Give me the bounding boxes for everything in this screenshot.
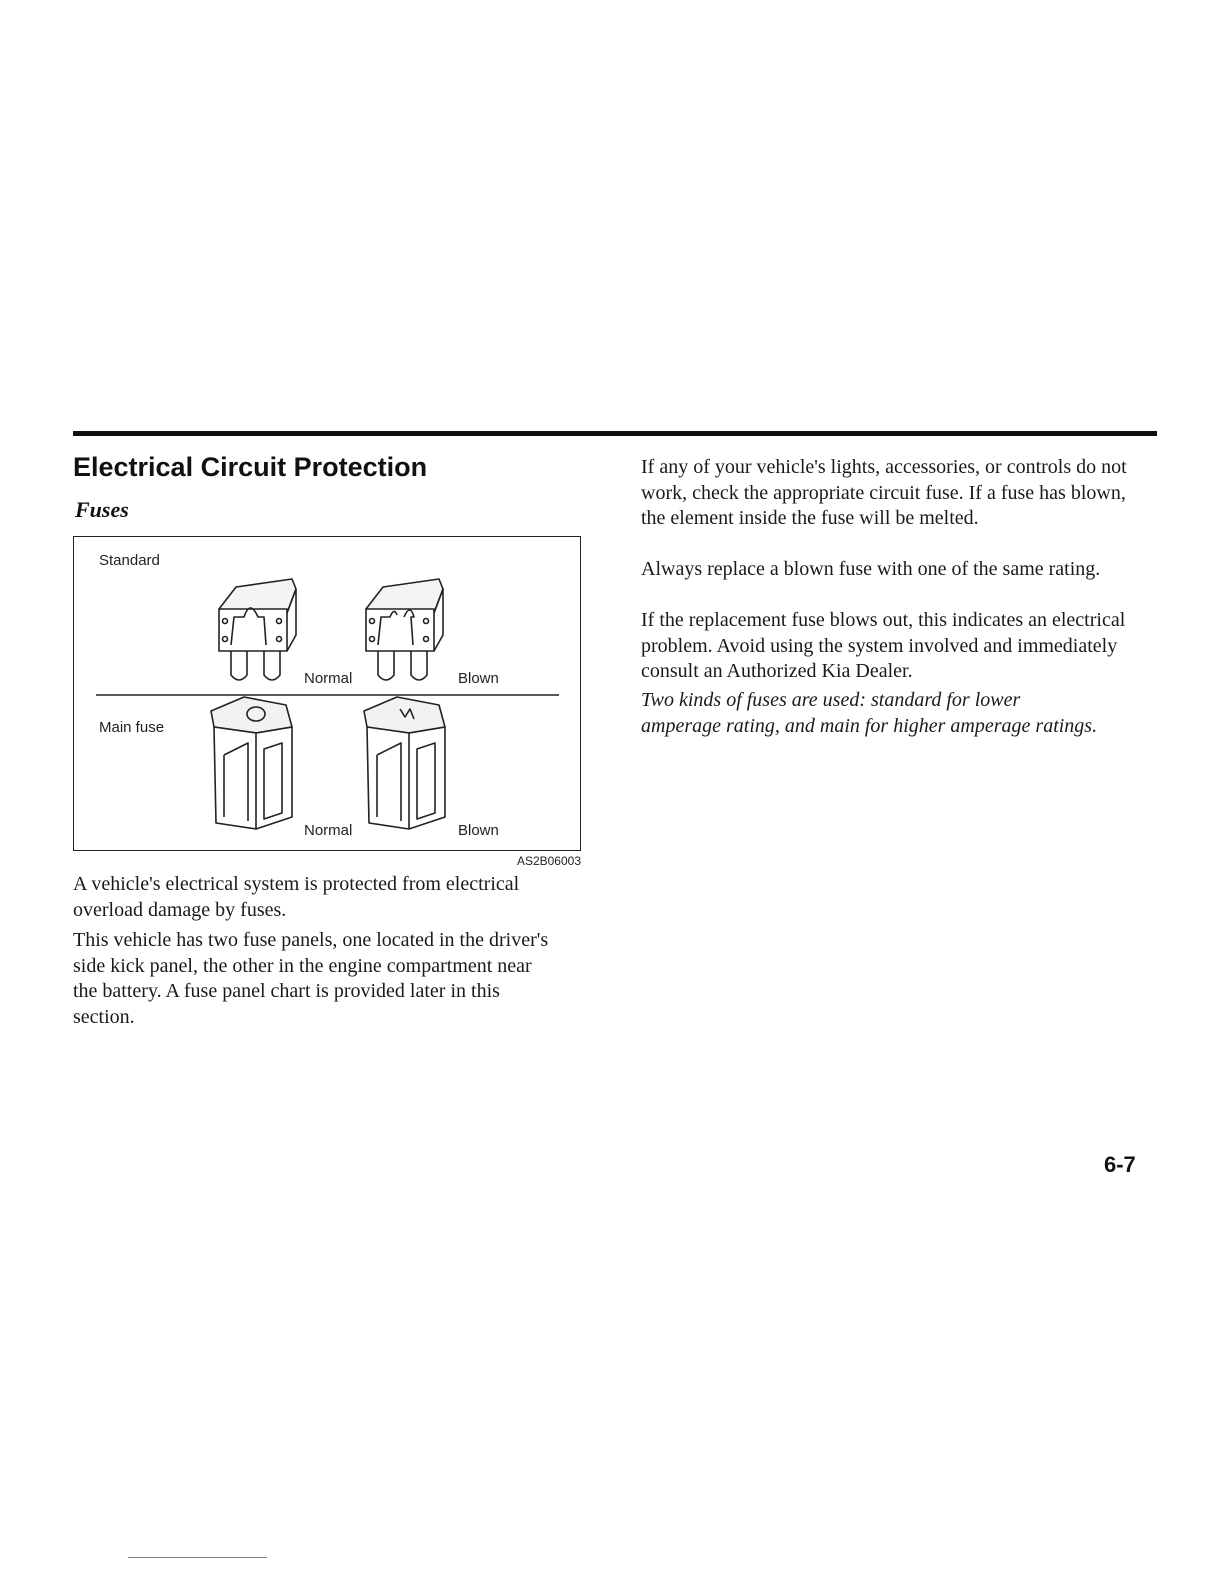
left-paragraph-2: This vehicle has two fuse panels, one located in the driver's side kick panel, the other in the engine compartment near the battery. A fuse panel chart is provided later in this section.: [73, 929, 549, 1028]
main-fuse-label: Main fuse: [99, 719, 165, 736]
section-subtitle: Fuses: [75, 497, 129, 522]
right-paragraph-2: Always replace a blown fuse with one of the same rating.: [641, 558, 1101, 580]
bottom-line: [128, 1557, 267, 1558]
figure-id: AS2B06003: [516, 854, 581, 868]
header-rule: [73, 431, 1157, 436]
standard-fuse-blown-icon: [366, 579, 443, 680]
standard-fuse-normal-icon: [219, 579, 296, 680]
main-fuse-blown-icon: [364, 697, 445, 829]
fuse-figure: [73, 536, 581, 851]
fuse-illustration: [74, 537, 580, 850]
right-paragraph-1: If any of your vehicle's lights, accessories, or controls do not work, check the appropriate circuit fuse. If a fuse has blown, the element inside the fuse will be melted.: [641, 456, 1127, 529]
standard-normal-label: Normal: [304, 670, 353, 687]
main-fuse-normal-icon: [211, 697, 292, 829]
main-normal-label: Normal: [304, 822, 353, 839]
section-title: Electrical Circuit Protection: [73, 452, 428, 482]
main-blown-label: Blown: [458, 822, 499, 839]
right-paragraph-3: If the replacement fuse blows out, this indicates an electrical problem. Avoid using the system involved and immediately consult an Authorized Kia Dealer.: [641, 609, 1126, 682]
standard-label: Standard: [99, 552, 160, 569]
fuse-types-note: Two kinds of fuses are used: standard for lower amperage rating, and main for higher amperage ratings.: [641, 689, 1098, 737]
page-number: 6-7: [1104, 1152, 1136, 1177]
standard-blown-label: Blown: [458, 670, 499, 687]
left-paragraph-1: A vehicle's electrical system is protected from electrical overload damage by fuses.: [73, 873, 520, 921]
